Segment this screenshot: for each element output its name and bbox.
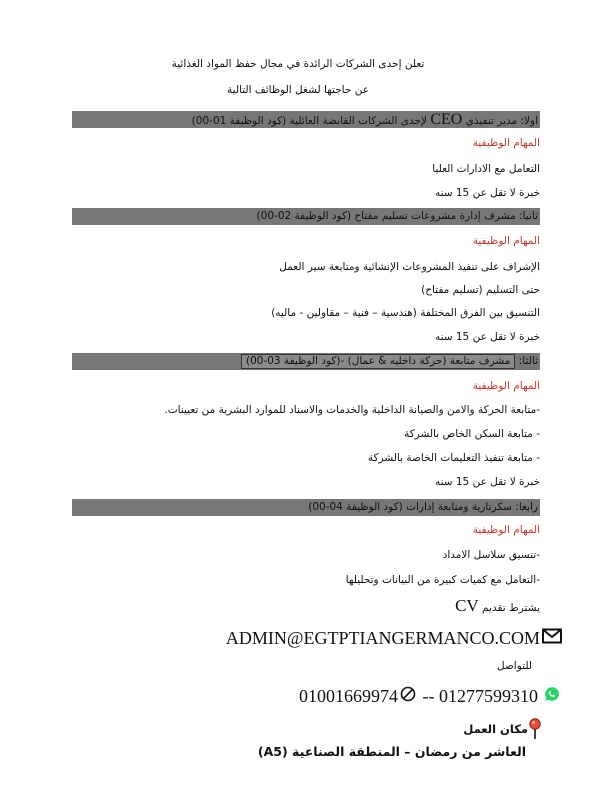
- section-3-item-2: - متابعة السكن الخاص بالشركة: [404, 428, 540, 440]
- section-2-item-1: الإشراف على تنفيذ المشروعات الإنشائية ومتابعة سير العمل: [279, 261, 540, 273]
- section-1-item-2: خبرة لا تقل عن 15 سنه: [434, 187, 540, 199]
- section-2-duties-heading: المهام الوظيفية: [472, 235, 540, 247]
- section-4-item-1: -تنسيق سلاسل الامداد: [442, 549, 540, 561]
- section-2-title: ثانيا: مشرف إدارة مشروعات تسليم مفتاح (كود الوظيفة 02-00): [72, 208, 540, 225]
- section-2-item-3: التنسيق بين الفرق المختلفة (هندسية – فنية – مقاولين - ماليه): [271, 307, 540, 319]
- section-3-item-4: خبرة لا تقل عن 15 سنه: [434, 476, 540, 488]
- intro-line-2: عن حاجتها لشغل الوظائف التالية: [227, 84, 369, 96]
- intro-line-1: تعلن إحدى الشركات الرائدة في مجال حفظ المواد الغذائية: [171, 58, 425, 70]
- envelope-icon: [542, 628, 562, 649]
- phone-contact: [299, 686, 560, 707]
- section-3-duties-heading: المهام الوظيفية: [472, 380, 540, 392]
- section-4-title: رابعا: سكرتارية ومتابعة إدارات (كود الوظيفة 04-00): [72, 499, 540, 516]
- section-1-duties-heading: المهام الوظيفية: [472, 137, 540, 149]
- location-label: مكان العمل: [463, 722, 528, 736]
- contact-label: للتواصل: [496, 660, 532, 672]
- phone-number-1[interactable]: 01001669974: [299, 686, 398, 706]
- email-address[interactable]: ADMIN@EGTPTIANGERMANCO.COM: [225, 628, 540, 648]
- telephone-icon: [400, 686, 416, 707]
- section-3-item-1: -متابعة الحركة والامن والصيانة الداخلية والخدمات والاسناد للموارد البشرية من تعيينات.: [164, 404, 540, 416]
- phone-number-2[interactable]: 01277599310: [439, 686, 538, 706]
- section-3-title: ثالثا: مشرف متابعة (حركة داخليه & عمال) -(كود الوظيفة 03-00): [72, 353, 540, 370]
- section-4-item-2: -التعامل مع كميات كبيرة من البيانات وتحليلها: [345, 574, 540, 586]
- section-2-item-4: خبرة لا تقل عن 15 سنه: [434, 331, 540, 343]
- email-contact: [226, 628, 562, 649]
- section-2-item-2: حتى التسليم (تسليم مفتاح): [421, 284, 540, 296]
- cv-requirement: يشترط تقديم CV: [455, 596, 540, 615]
- whatsapp-icon: [544, 686, 560, 707]
- section-1-item-1: التعامل مع الادارات العليا: [432, 163, 540, 175]
- section-4-duties-heading: المهام الوظيفية: [472, 524, 540, 536]
- map-pin-icon: [528, 718, 542, 744]
- section-1-title: اولا: مدير تنفيذي CEO لإحدى الشركات القابضة العائلية (كود الوظيفة 01-00): [72, 111, 540, 128]
- section-3-item-3: - متابعة تنفيذ التعليمات الخاصة بالشركة: [367, 452, 540, 464]
- location-value: العاشر من رمضان – المنطقة الصناعية (A5): [257, 744, 526, 759]
- phone-separator: --: [418, 686, 439, 706]
